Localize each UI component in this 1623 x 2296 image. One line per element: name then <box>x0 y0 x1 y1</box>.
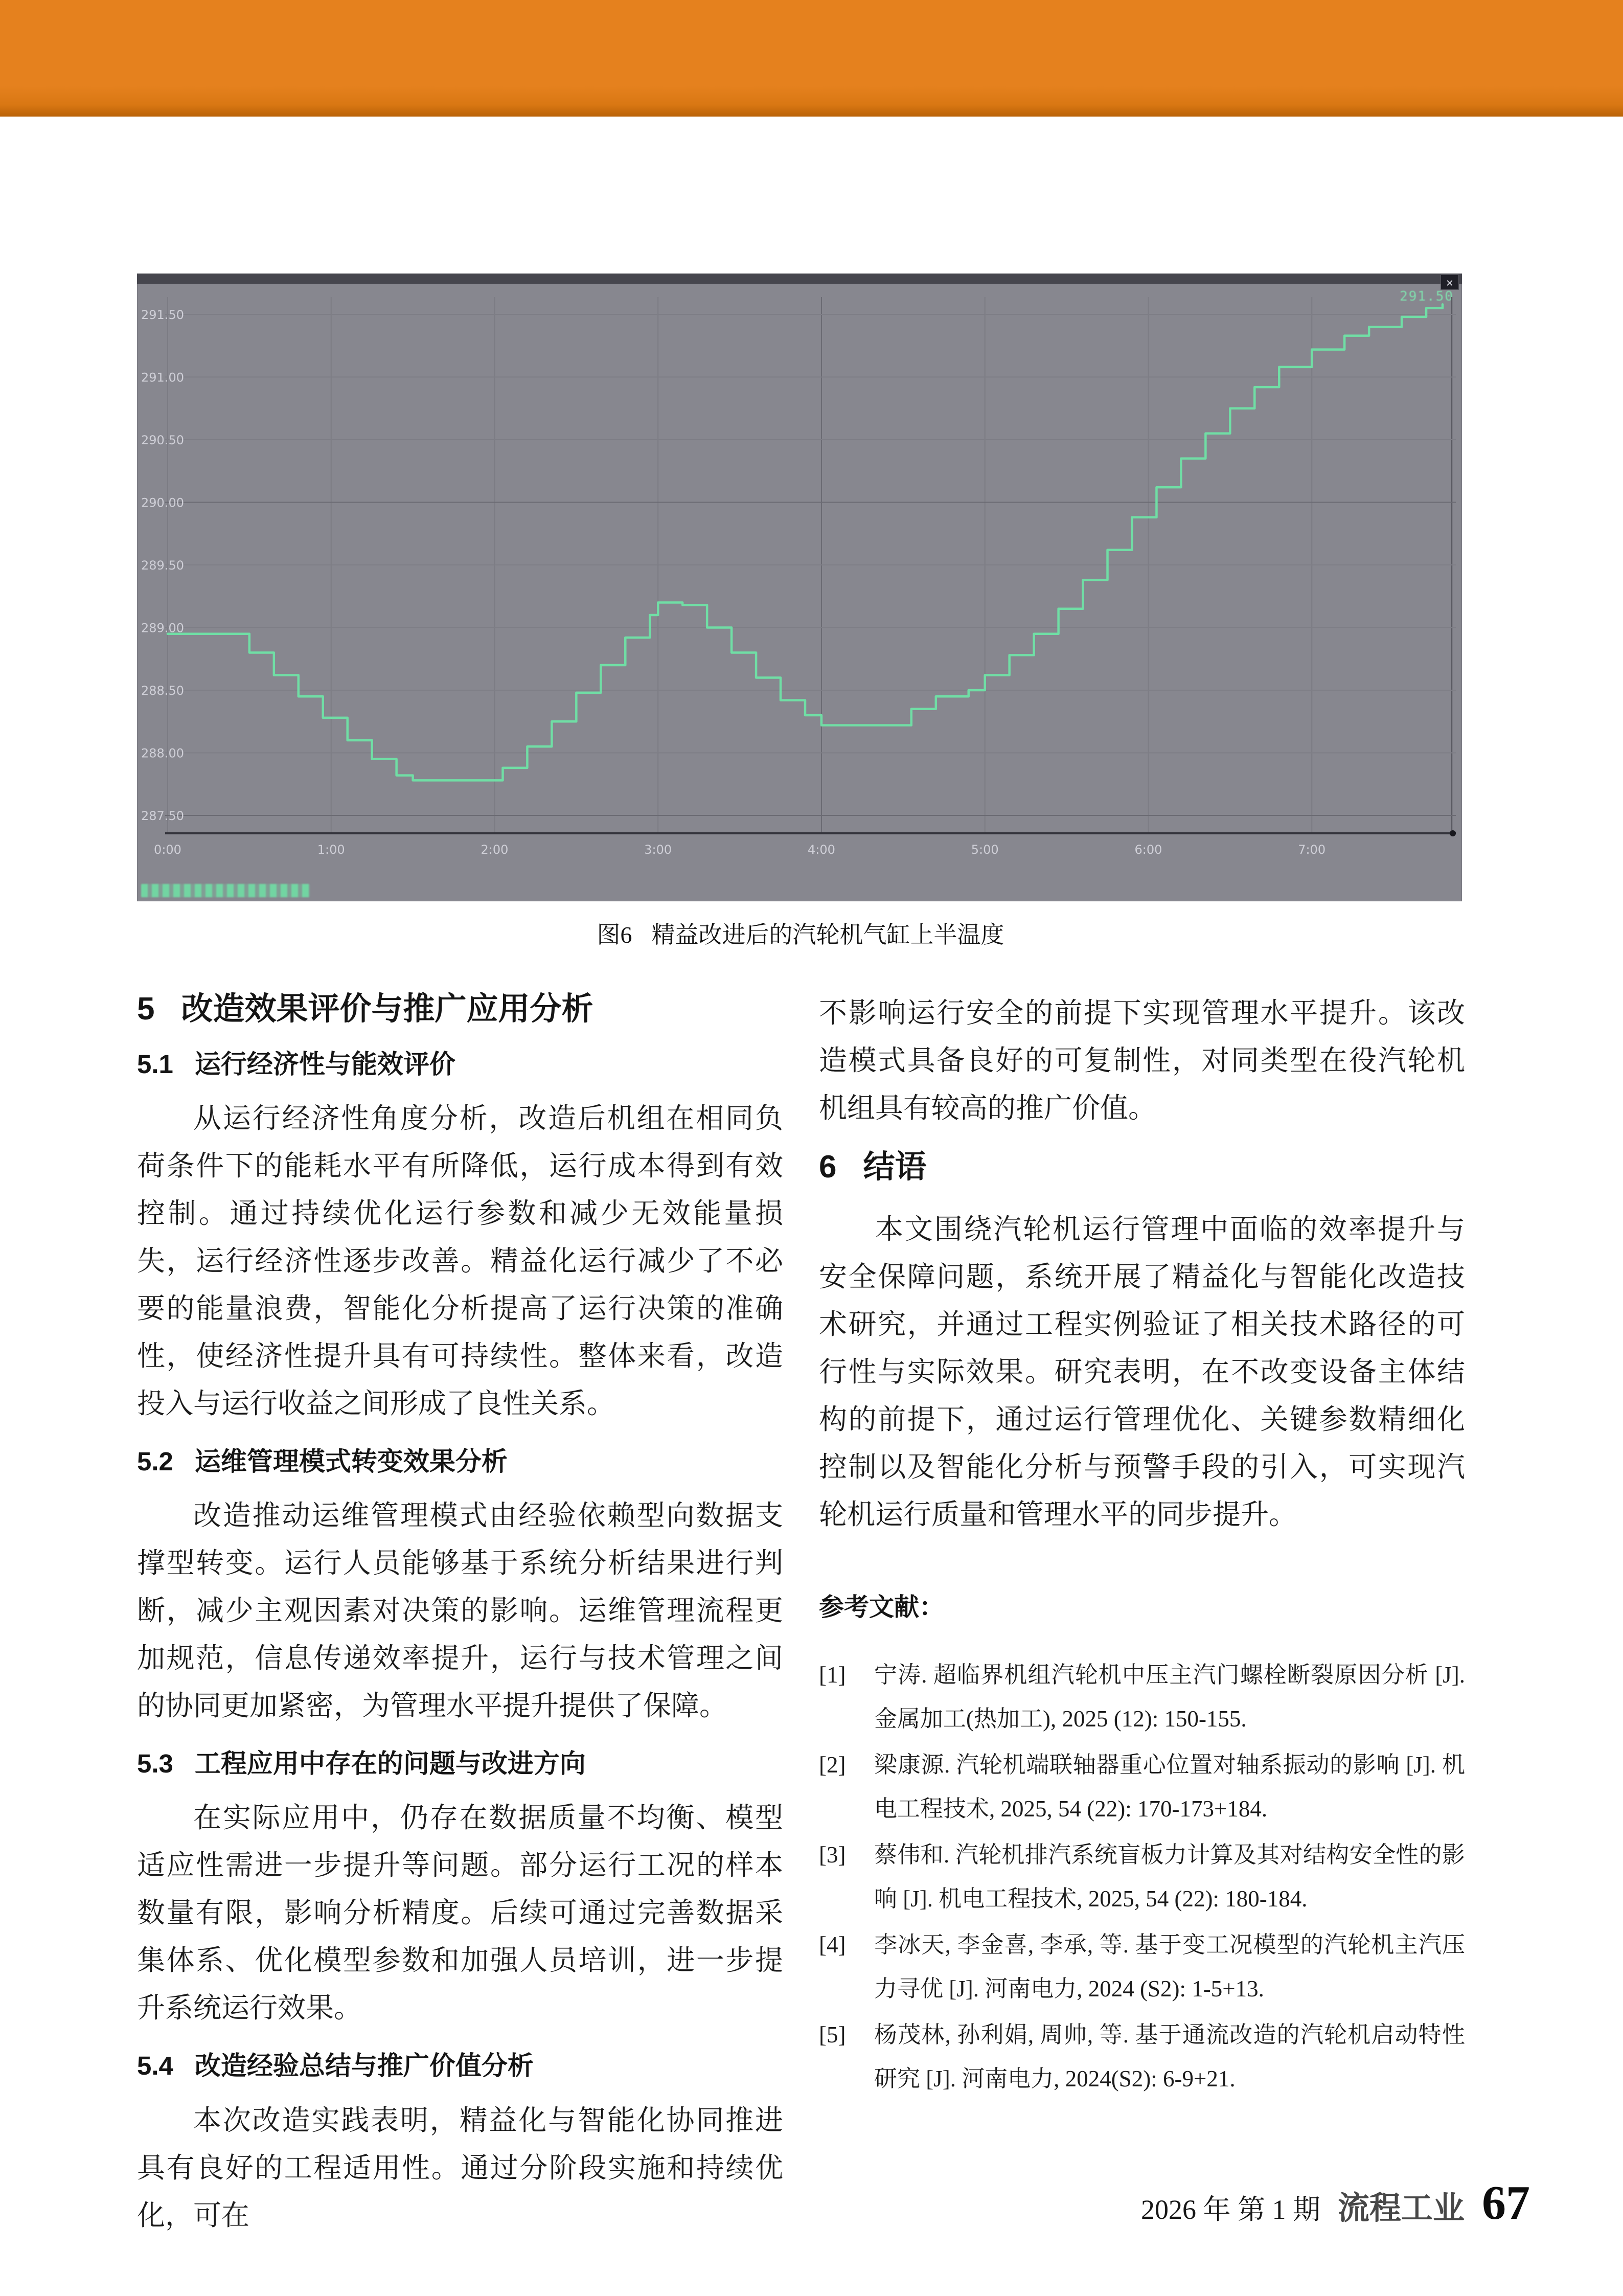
section-5-2-paragraph: 改造推动运维管理模式由经验依赖型向数据支撑型转变。运行人员能够基于系统分析结果进行判断，减少主观因素对决策的影响。运维管理流程更加规范，信息传递效率提升，运行与技术管理之间的协同更加紧密，为管理水平提升提供了保障。 <box>137 1500 783 1722</box>
reference-text: 李冰天, 李金喜, 李承, 等. 基于变工况模型的汽轮机主汽压力寻优 [J]. 河南电力, 2024 (S2): 1-5+13. <box>874 1931 1465 2002</box>
reference-item <box>819 1923 1465 2011</box>
reference-marker: [4] <box>819 1931 846 1958</box>
section-5-4-number: 5.4 <box>137 2051 173 2081</box>
section-5-heading <box>137 989 783 1029</box>
chart-window-titlebar <box>137 274 1462 284</box>
footer-journal-name: 流程工业 <box>1337 2191 1465 2226</box>
reference-text: 蔡伟和. 汽轮机排汽系统盲板力计算及其对结构安全性的影响 [J]. 机电工程技术, 2025, 54 (22): 180-184. <box>874 1842 1465 1912</box>
section-6-number: 6 <box>819 1149 837 1185</box>
section-5-4-heading <box>137 2049 783 2083</box>
figure-number: 图6 <box>597 922 632 948</box>
footer-page-number: 67 <box>1482 2176 1530 2230</box>
svg-text:288.00: 288.00 <box>141 746 184 761</box>
header-orange-band <box>0 0 1623 117</box>
section-5-3-title: 工程应用中存在的问题与改进方向 <box>194 1749 586 1779</box>
section-5-2-heading <box>137 1445 783 1479</box>
references-list <box>819 1653 1465 2101</box>
svg-text:4:00: 4:00 <box>808 843 835 857</box>
svg-text:289.50: 289.50 <box>141 558 184 573</box>
reference-marker: [3] <box>819 1842 846 1868</box>
figure6-chart-window <box>137 274 1462 901</box>
section-6-paragraph: 本文围绕汽轮机运行管理中面临的效率提升与安全保障问题，系统开展了精益化与智能化改造技术研究，并通过工程实例验证了相关技术路径的可行性与实际效果。研究表明，在不改变设备主体结构的前提下，通过运行管理优化、关键参数精细化控制以及智能化分析与预警手段的引入，可实现汽轮机运行质量和管理水平的同步提升。 <box>819 1213 1465 1530</box>
reference-marker: [1] <box>819 1662 846 1688</box>
section-5-1-title: 运行经济性与能效评价 <box>194 1049 455 1079</box>
svg-text:0:00: 0:00 <box>154 843 181 857</box>
reference-marker: [5] <box>819 2021 846 2048</box>
reference-marker: [2] <box>819 1752 846 1778</box>
section-5-4-paragraph: 本次改造实践表明，精益化与智能化协同推进具有良好的工程适用性。通过分阶段实施和持续优化，可在 <box>137 2104 783 2231</box>
section-5-2-title: 运维管理模式转变效果分析 <box>194 1446 508 1476</box>
svg-text:6:00: 6:00 <box>1134 843 1162 857</box>
reference-item <box>819 1833 1465 1921</box>
references-heading: 参考文献： <box>819 1593 945 1621</box>
section-6-heading <box>819 1147 1465 1187</box>
chart-plot <box>137 284 1462 901</box>
section-5-4-paragraph-continued: 不影响运行安全的前提下实现管理水平提升。该改造模式具备良好的可复制性，对同类型在役汽轮机机组具有较高的推广价值。 <box>819 997 1465 1124</box>
footer-issue: 2026 年 第 1 期 <box>1140 2194 1320 2225</box>
svg-text:289.00: 289.00 <box>141 621 184 635</box>
svg-text:288.50: 288.50 <box>141 684 184 698</box>
svg-text:7:00: 7:00 <box>1298 843 1326 857</box>
reference-item <box>819 2013 1465 2101</box>
reference-item <box>819 1653 1465 1741</box>
svg-text:3:00: 3:00 <box>644 843 672 857</box>
page-footer <box>1141 2175 1530 2231</box>
reference-text: 梁康源. 汽轮机端联轴器重心位置对轴系振动的影响 [J]. 机电工程技术, 2025, 54 (22): 170-173+184. <box>874 1752 1465 1822</box>
section-5-title: 改造效果评价与推广应用分析 <box>181 991 593 1027</box>
svg-text:291.50: 291.50 <box>141 308 184 322</box>
figure6-caption <box>137 916 1464 950</box>
close-icon[interactable]: × <box>1441 275 1459 290</box>
figure-caption-text: 精益改进后的汽轮机气缸上半温度 <box>651 922 1004 948</box>
chart-value-readout: 291.50 <box>1400 289 1454 304</box>
section-5-3-heading <box>137 1747 783 1781</box>
section-5-4-title: 改造经验总结与推广价值分析 <box>194 2051 534 2081</box>
chart-series-tag <box>141 884 310 897</box>
svg-text:1:00: 1:00 <box>317 843 345 857</box>
svg-text:290.00: 290.00 <box>141 495 184 510</box>
section-5-3-number: 5.3 <box>137 1749 173 1779</box>
reference-text: 杨茂林, 孙利娟, 周帅, 等. 基于通流改造的汽轮机启动特性研究 [J]. 河南电力, 2024(S2): 6-9+21. <box>874 2021 1465 2092</box>
svg-text:291.00: 291.00 <box>141 370 184 385</box>
section-5-number: 5 <box>137 991 155 1027</box>
section-5-1-heading <box>137 1048 783 1081</box>
section-5-2-number: 5.2 <box>137 1446 173 1476</box>
svg-text:287.50: 287.50 <box>141 809 184 823</box>
reference-item <box>819 1743 1465 1831</box>
left-column <box>137 989 783 2243</box>
svg-text:290.50: 290.50 <box>141 433 184 447</box>
section-6-title: 结语 <box>863 1149 927 1185</box>
svg-text:5:00: 5:00 <box>971 843 999 857</box>
right-column <box>819 989 1465 2103</box>
section-5-3-paragraph: 在实际应用中，仍存在数据质量不均衡、模型适应性需进一步提升等问题。部分运行工况的样本数量有限，影响分析精度。后续可通过完善数据采集体系、优化模型参数和加强人员培训，进一步提升系统运行效果。 <box>137 1802 783 2024</box>
reference-text: 宁涛. 超临界机组汽轮机中压主汽门螺栓断裂原因分析 [J]. 金属加工(热加工), 2025 (12): 150-155. <box>874 1662 1465 1732</box>
section-5-1-paragraph: 从运行经济性角度分析，改造后机组在相同负荷条件下的能耗水平有所降低，运行成本得到有效控制。通过持续优化运行参数和减少无效能量损失，运行经济性逐步改善。精益化运行减少了不必要的能量浪费，智能化分析提高了运行决策的准确性，使经济性提升具有可持续性。整体来看，改造投入与运行收益之间形成了良性关系。 <box>137 1102 783 1419</box>
section-5-1-number: 5.1 <box>137 1049 173 1079</box>
svg-text:2:00: 2:00 <box>481 843 509 857</box>
